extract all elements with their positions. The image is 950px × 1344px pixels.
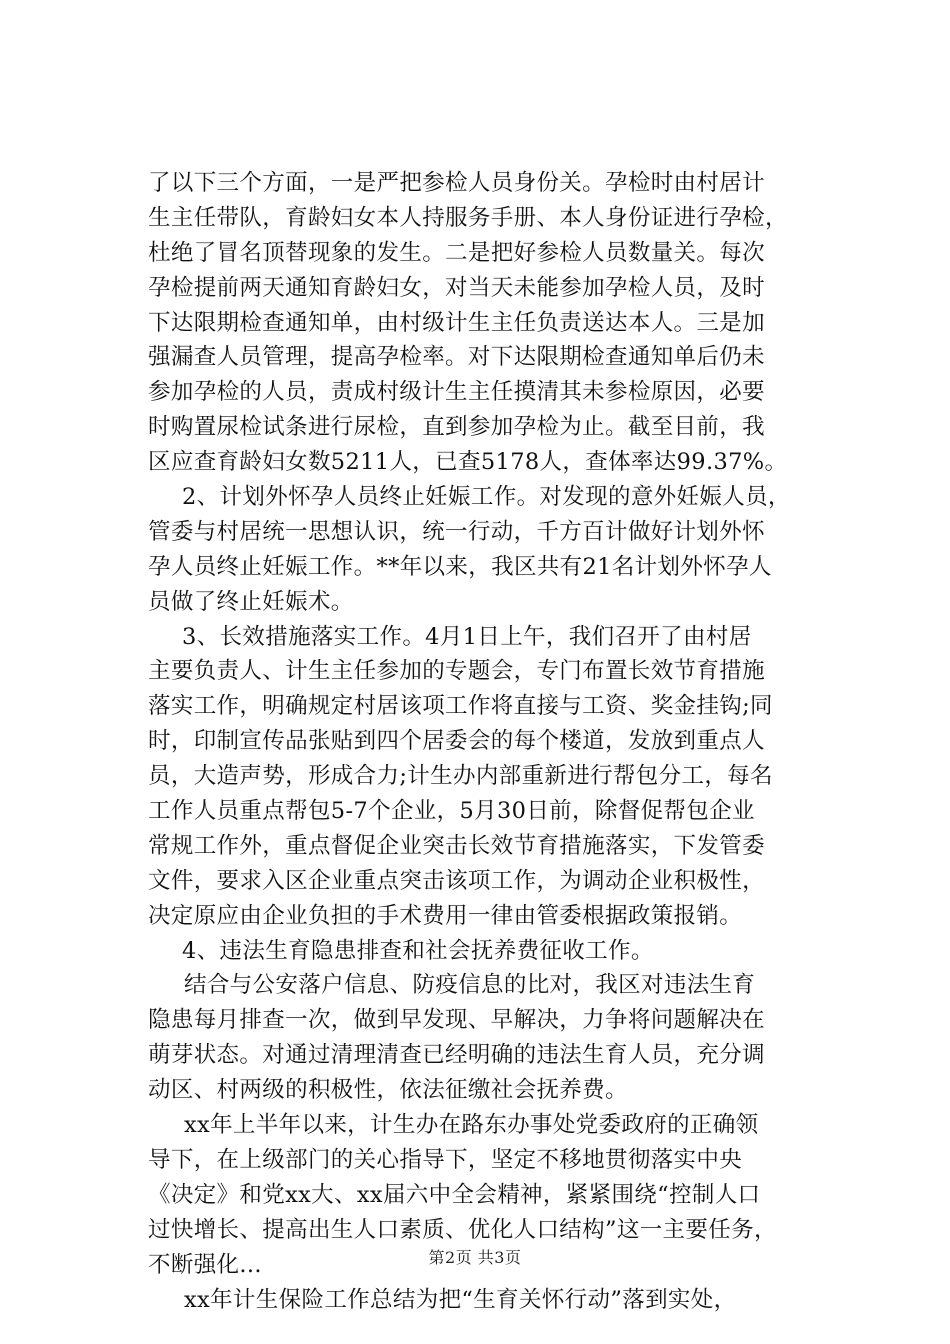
text-line: 了以下三个方面，一是严把参检人员身份关。孕检时由村居计 xyxy=(148,170,765,196)
section-heading-4: 4、违法生育隐患排查和社会抚养费征收工作。 xyxy=(182,937,654,964)
text-line: 时购置尿检试条进行尿检，直到参加孕检为止。截至目前，我 xyxy=(148,414,765,441)
text-line: 员做了终止妊娠术。 xyxy=(148,588,354,615)
text-line: 落实工作，明确规定村居该项工作将直接与工资、奖金挂钩;同 xyxy=(148,693,773,720)
text-line: 不断强化... xyxy=(148,1251,262,1278)
text-line: 时，印制宣传品张贴到四个居委会的每个楼道，发放到重点人 xyxy=(148,728,765,755)
document-body xyxy=(148,166,808,1317)
text-line: 下达限期检查通知单，由村级计生主任负责送达本人。三是加 xyxy=(148,309,765,336)
text-line: 过快增长、提高出生人口素质、优化人口结构”这一主要任务， xyxy=(148,1216,777,1243)
page-number-footer: 第2页 共3页 xyxy=(428,1248,522,1267)
section-heading-2: 2、计划外怀孕人员终止妊娠工作。对发现的意外妊娠人员， xyxy=(182,484,791,511)
text-line: 区应查育龄妇女数5211人，已查5178人，查体率达99.37%。 xyxy=(148,449,788,476)
text-line: 常规工作外，重点督促企业突击长效节育措施落实，下发管委 xyxy=(148,832,765,859)
text-line: 动区、村两级的积极性，依法征缴社会抚养费。 xyxy=(148,1077,628,1104)
text-line: 《决定》和党xx大、xx届六中全会精神，紧紧围绕“控制人口 xyxy=(148,1181,761,1208)
text-line: 导下，在上级部门的关心指导下，坚定不移地贯彻落实中央 xyxy=(148,1146,743,1173)
text-line: 员，大造声势，形成合力;计生办内部重新进行帮包分工，每名 xyxy=(148,763,773,790)
text-line: 隐患每月排查一次，做到早发现、早解决，力争将问题解决在 xyxy=(148,1007,765,1034)
text-line: 工作人员重点帮包5-7个企业，5月30日前，除督促帮包企业 xyxy=(148,798,755,825)
text-line: 生主任带队，育龄妇女本人持服务手册、本人身份证进行孕检， xyxy=(148,204,788,231)
text-line: 主要负责人、计生主任参加的专题会，专门布置长效节育措施 xyxy=(148,658,765,685)
paragraph-start: 结合与公安落户信息、防疫信息的比对，我区对违法生育 xyxy=(184,972,756,999)
text-line: 文件，要求入区企业重点突击该项工作，为调动企业积极性， xyxy=(148,867,765,894)
text-line: 强漏查人员管理，提高孕检率。对下达限期检查通知单后仍未 xyxy=(148,344,765,371)
text-line: 杜绝了冒名顶替现象的发生。二是把好参检人员数量关。每次 xyxy=(148,239,765,266)
text-line: 决定原应由企业负担的手术费用一律由管委根据政策报销。 xyxy=(148,902,743,929)
paragraph-start: xx年上半年以来，计生办在路东办事处党委政府的正确领 xyxy=(184,1112,759,1139)
text-line: 管委与村居统一思想认识，统一行动，千方百计做好计划外怀 xyxy=(148,518,765,545)
section-heading-3: 3、长效措施落实工作。4月1日上午，我们召开了由村居 xyxy=(182,623,752,650)
paragraph-start: xx年计生保险工作总结为把“生育关怀行动”落到实处， xyxy=(184,1286,737,1313)
text-line: 参加孕检的人员，责成村级计生主任摸清其未参检原因，必要 xyxy=(148,379,765,406)
text-line: 孕人员终止妊娠工作。**年以来，我区共有21名计划外怀孕人 xyxy=(148,553,772,580)
text-line: 萌芽状态。对通过清理清查已经明确的违法生育人员，充分调 xyxy=(148,1042,765,1069)
text-line: 孕检提前两天通知育龄妇女，对当天未能参加孕检人员，及时 xyxy=(148,274,765,301)
